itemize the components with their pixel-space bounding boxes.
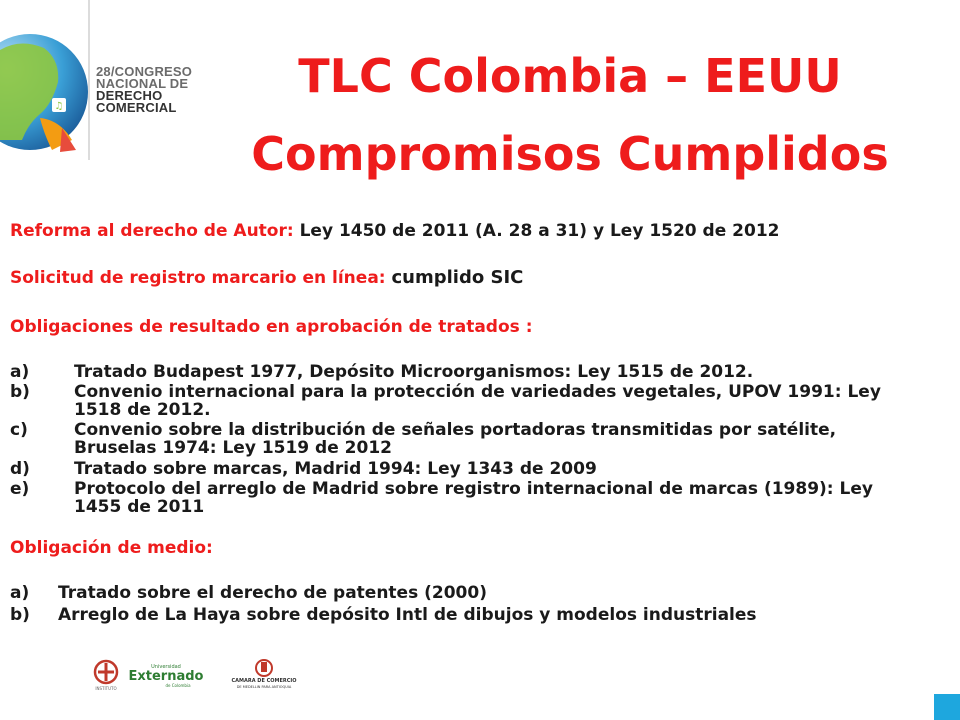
camara-line1: CAMARA DE COMERCIO [231, 678, 297, 684]
list-item-text: Tratado Budapest 1977, Depósito Microorganismos: Ley 1515 de 2012. [74, 362, 754, 382]
list-marker: d) [10, 459, 30, 479]
reforma-line [10, 221, 779, 241]
slide-title: TLC Colombia – EEUU [298, 49, 842, 103]
list-marker: a) [10, 583, 30, 603]
reforma-value: Ley 1450 de 2011 (A. 28 a 31) y Ley 1520 de 2012 [299, 221, 780, 241]
externado-name: Externado [128, 669, 204, 684]
svg-text:♫: ♫ [54, 101, 64, 112]
resultado-heading: Obligaciones de resultado en aprobación de tratados : [10, 317, 533, 337]
congress-globe-logo [0, 0, 96, 160]
camara-comercio-logo [231, 660, 296, 689]
externado-logo [129, 664, 204, 688]
externado-sub: de Colombia [165, 683, 191, 688]
list-item-text: Arreglo de La Haya sobre depósito Intl de dibujos y modelos industriales [58, 605, 757, 625]
list-item-text: Convenio sobre la distribución de señales portadoras transmitidas por satélite, Bruselas 1974: Ley 1519 de 2012 [74, 420, 837, 458]
list-marker: a) [10, 362, 30, 382]
congress-line-3: DERECHO [96, 88, 163, 103]
list-item-text: Tratado sobre el derecho de patentes (2000) [58, 583, 487, 603]
instituto-caption: INSTITUTO [95, 686, 117, 691]
list-item-text: Tratado sobre marcas, Madrid 1994: Ley 1343 de 2009 [74, 459, 597, 479]
medio-heading: Obligación de medio: [10, 538, 213, 558]
list-marker: b) [10, 382, 30, 402]
instituto-logo [95, 661, 117, 691]
camara-line2: DE MEDELLIN PARA ANTIOQUIA [236, 685, 292, 689]
list-marker: b) [10, 605, 30, 625]
list-item-text: Protocolo del arreglo de Madrid sobre registro internacional de marcas (1989): Ley 1455 de 2011 [74, 479, 873, 517]
congress-line-2: NACIONAL DE [96, 76, 189, 91]
list-item-text: Convenio internacional para la protección de variedades vegetales, UPOV 1991: Ley 1518 de 2012. [74, 382, 881, 420]
congress-wordmark [96, 66, 192, 114]
congress-line-4: COMERCIAL [96, 100, 177, 115]
solicitud-value: cumplido SIC [391, 267, 524, 288]
sponsor-logos [92, 658, 312, 698]
solicitud-line [10, 268, 523, 288]
corner-accent [934, 694, 960, 720]
list-marker: c) [10, 420, 28, 440]
reforma-label: Reforma al derecho de Autor: [10, 221, 294, 241]
slide-subtitle: Compromisos Cumplidos [251, 127, 889, 181]
list-marker: e) [10, 479, 30, 499]
externado-small: Universidad [151, 664, 181, 670]
congress-line-1: 28/CONGRESO [96, 64, 193, 79]
solicitud-label: Solicitud de registro marcario en línea: [10, 268, 386, 288]
